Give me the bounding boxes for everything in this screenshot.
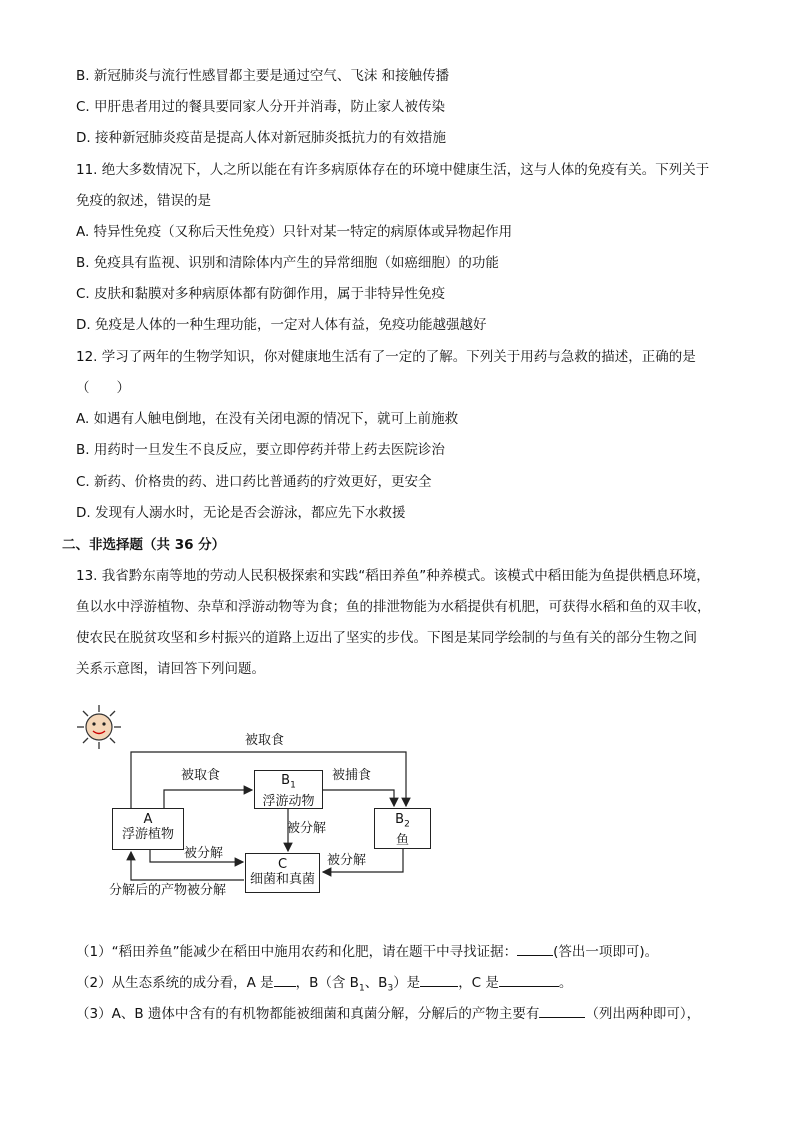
q12-option-c: C. 新药、价格贵的药、进口药比普通药的疗效更好，更安全: [76, 474, 432, 490]
answer-blank-2a[interactable]: [274, 972, 296, 987]
q11-option-d: D. 免疫是人体的一种生理功能，一定对人体有益，免疫功能越强越好: [76, 317, 487, 333]
q13-sub2: （2）从生态系统的成分看，A 是 ，B（含 $B_1$、$B_3$）是 ，C 是 。: [76, 972, 572, 999]
sun-icon: [77, 705, 121, 749]
answer-blank-3[interactable]: [539, 1003, 585, 1018]
box-a-name: 浮游植物: [121, 827, 174, 842]
box-b2-letter: $B_2$: [395, 812, 410, 830]
q12-stem-line2: （ ）: [76, 380, 130, 396]
q12-option-b: B. 用药时一旦发生不良反应，要立即停药并带上药去医院诊治: [76, 442, 445, 458]
box-b1-name: 浮游动物: [262, 793, 315, 809]
label-b2-c-decomposed: 被分解: [327, 853, 367, 868]
q12-option-a: A. 如遇有人触电倒地，在没有关闭电源的情况下，就可上前施救: [76, 411, 459, 427]
label-a-c-decomposed: 被分解: [184, 846, 224, 861]
q11-option-b: B. 免疫具有监视、识别和清除体内产生的异常细胞（如癌细胞）的功能: [76, 255, 499, 271]
label-b1-b2-preyed: 被捕食: [332, 768, 372, 783]
q11-option-c: C. 皮肤和黏膜对多种病原体都有防御作用，属于非特异性免疫: [76, 286, 446, 302]
answer-blank-2c[interactable]: [499, 972, 559, 987]
q13-paragraph-line3: 使农民在脱贫攻坚和乡村振兴的道路上迈出了坚实的步伐。下图是某同学绘制的与鱼有关的部分生物之间: [76, 630, 697, 646]
q13-sub3: （3）A、B 遗体中含有的有机物都能被细菌和真菌分解，分解后的产物主要有 （列出两种即可），: [76, 1003, 700, 1024]
q10-option-d: D. 接种新冠肺炎疫苗是提高人体对新冠肺炎抵抗力的有效措施: [76, 130, 446, 146]
q13-sub1: （1）“稻田养鱼”能减少在稻田中施用农药和化肥，请在题干中寻找证据： (答出一项即可)。: [76, 941, 658, 962]
section-heading: 二、非选择题（共 36 分）: [62, 537, 226, 553]
answer-blank-1[interactable]: [517, 941, 553, 956]
q13-paragraph-line1: 13. 我省黔东南等地的劳动人民积极探索和实践“稻田养鱼”种养模式。该模式中稻田能为鱼提供栖息环境，: [76, 568, 710, 584]
label-top-eaten: 被取食: [245, 733, 285, 748]
box-c-letter: C: [277, 857, 288, 872]
q13-paragraph-line2: 鱼以水中浮游植物、杂草和浮游动物等为食；鱼的排泄物能为水稻提供有机肥，可获得水稻和鱼的双丰收，: [76, 599, 711, 615]
q12-stem-line1: 12. 学习了两年的生物学知识，你对健康地生活有了一定的了解。下列关于用药与急救的描述，正确的是: [76, 349, 696, 365]
q10-option-b: B. 新冠肺炎与流行性感冒都主要是通过空气、飞沫 和接触传播: [76, 68, 450, 84]
box-b1-letter: $B_1$: [281, 773, 296, 791]
q10-option-c: C. 甲肝患者用过的餐具要同家人分开并消毒，防止家人被传染: [76, 99, 446, 115]
q11-option-a: A. 特异性免疫（又称后天性免疫）只针对某一特定的病原体或异物起作用: [76, 224, 513, 240]
box-c-name: 细菌和真菌: [249, 872, 315, 887]
label-a-b1-eaten: 被取食: [181, 768, 221, 783]
box-b2-name: 鱼: [395, 832, 409, 848]
q13-paragraph-line4: 关系示意图，请回答下列问题。: [76, 661, 265, 677]
q11-stem-line2: 免疫的叙述，错误的是: [76, 193, 211, 209]
box-b1-zooplankton: [254, 770, 323, 809]
box-c-decomposers: [245, 853, 320, 893]
box-b2-fish: [374, 808, 431, 849]
box-a-letter: A: [143, 812, 153, 827]
q12-option-d: D. 发现有人溺水时，无论是否会游泳，都应先下水救援: [76, 505, 406, 521]
q11-stem-line1: 11. 绝大多数情况下，人之所以能在有许多病原体存在的环境中健康生活，这与人体的免疫有关。下列关于: [76, 162, 710, 178]
answer-blank-2b[interactable]: [420, 972, 458, 987]
box-a-phytoplankton: [112, 808, 184, 850]
label-c-a-products: 分解后的产物被分解: [109, 883, 227, 898]
label-b1-c-decomposed: 被分解: [287, 821, 327, 836]
